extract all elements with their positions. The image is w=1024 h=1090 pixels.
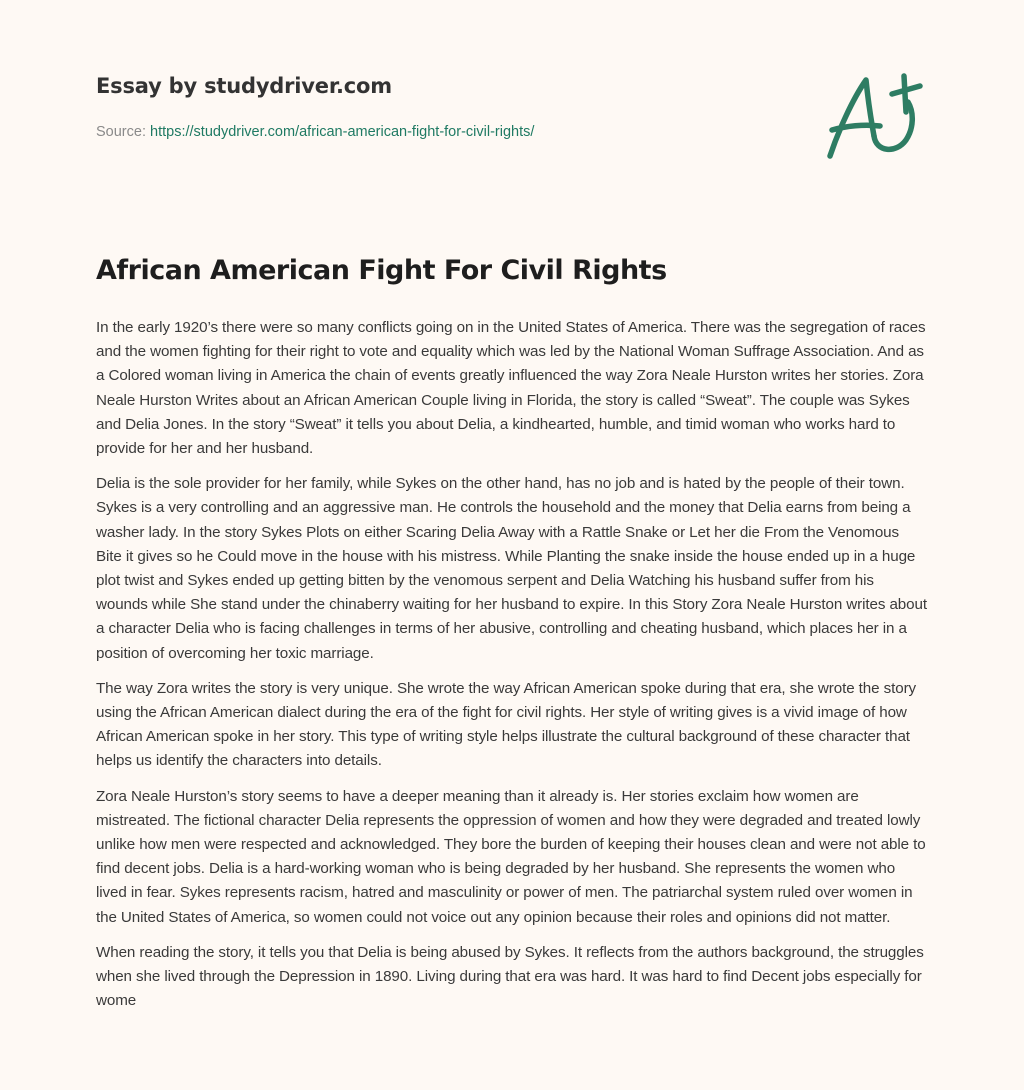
brand-header	[96, 74, 928, 98]
source-line	[96, 124, 534, 140]
essay-paragraph: When reading the story, it tells you that Delia is being abused by Sykes. It reflects from the authors background, the struggles when she lived through the Depression in 1890. Living during that era was hard. It was hard to find Decent jobs especially for wome	[96, 943, 924, 1010]
essay-paragraph: Zora Neale Hurston’s story seems to have a deeper meaning than it already is. Her stories exclaim how women are mistreated. The fictional character Delia represents the oppression of women and how they were degraded and treated lowly unlike how men were respected and acknowledged. They bore the burden of keeping their houses clean and were not able to find decent jobs. Delia is a hard-working woman who is being degraded by her husband. She represents the women who lived in fear. Sykes represents racism, hatred and masculinity or power of men. The patriarchal system ruled over women in the United States of America, so women could not voice out any opinion because their roles and opinions did not matter.	[96, 787, 926, 926]
essay-paragraph: The way Zora writes the story is very unique. She wrote the way African American spoke during that era, she wrote the story using the African American dialect during the era of the fight for civil rights. Her style of writing gives is a vivid image of how African American spoke in her story. This type of writing style helps illustrate the cultural background of these character that helps us identify the characters into details.	[96, 679, 917, 770]
essay-paragraph: Delia is the sole provider for her family, while Sykes on the other hand, has no job and is hated by the people of their town. Sykes is a very controlling and an aggressive man. He controls the household and the money that Delia earns from being a washer lady. In the story Sykes Plots on either Scaring Delia Away with a Rattle Snake or Let her die From the Venomous Bite it gives so he Could move in the house with his mistress. While Planting the snake inside the house ended up in a huge plot twist and Sykes ended up getting bitten by the venomous serpent and Delia Watching his husband suffer from his wounds while She stand under the chinaberry waiting for her husband to expire. In this Story Zora Neale Hurston writes about a character Delia who is facing challenges in terms of her abusive, controlling and cheating husband, which places her in a position of overcoming her toxic marriage.	[96, 475, 927, 662]
document-title: African American Fight For Civil Rights	[96, 255, 667, 286]
source-label: Source:	[96, 124, 146, 140]
essay-paragraph: In the early 1920’s there were so many conflicts going on in the United States of America. There was the segregation of races and the women fighting for their right to vote and equality which was led by the National Woman Suffrage Association. And as a Colored woman living in America the chain of events greatly influenced the way Zora Neale Hurston writes her stories. Zora Neale Hurston Writes about an African American Couple living in Florida, the story is called “Sweat”. The couple was Sykes and Delia Jones. In the story “Sweat” it tells you about Delia, a kindhearted, humble, and timid woman who works hard to provide for her and her husband.	[96, 319, 926, 458]
brand-title: Essay by studydriver.com	[96, 74, 392, 98]
a-plus-grade-icon	[822, 70, 930, 166]
source-link[interactable]: https://studydriver.com/african-american-fight-for-civil-rights/	[150, 124, 535, 140]
essay-body	[96, 316, 928, 1024]
